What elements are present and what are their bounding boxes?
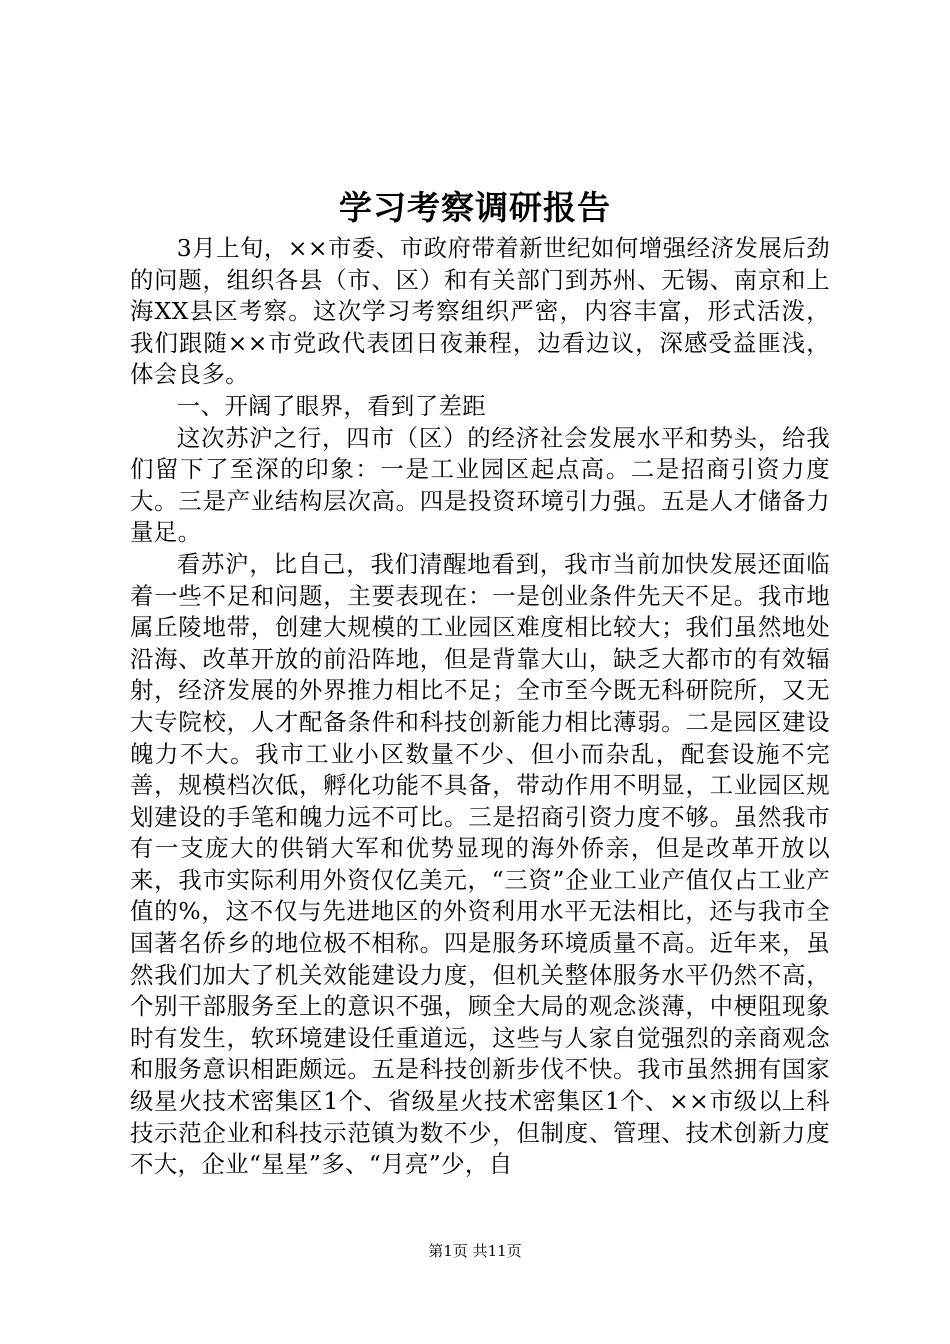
page-number-footer: 第1页 共11页 <box>428 1242 522 1260</box>
document-body <box>130 233 830 1181</box>
paragraph-shortcomings: 看苏沪，比自己，我们清醒地看到，我市当前加快发展还面临着一些不足和问题，主要表现在：一是创业条件先天不足。我市地属丘陵地带，创建大规模的工业园区难度相比较大；我们虽然地处沿海、改革开放的前沿阵地，但是背靠大山，缺乏大都市的有效辐射，经济发展的外界推力相比不足；全市至今既无科研院所，又无大专院校，人才配备条件和科技创新能力相比薄弱。二是园区建设魄力不大。我市工业小区数量不少、但小而杂乱，配套设施不完善，规模档次低，孵化功能不具备，带动作用不明显，工业园区规划建设的手笔和魄力远不可比。三是招商引资力度不够。虽然我市有一支庞大的供销大军和优势显现的海外侨亲，但是改革开放以来，我市实际利用外资仅亿美元，“三资”企业工业产值仅占工业产值的%，这不仅与先进地区的外资利用水平无法相比，还与我市全国著名侨乡的地位极不相称。四是服务环境质量不高。近年来，虽然我们加大了机关效能建设力度，但机关整体服务水平仍然不高，个别干部服务至上的意识不强，顾全大局的观念淡薄，中梗阻现象时有发生，软环境建设任重道远，这些与人家自觉强烈的亲商观念和服务意识相距颇远。五是科技创新步伐不快。我市虽然拥有国家级星火技术密集区1个、省级星火技术密集区1个、××市级以上科技示范企业和科技示范镇为数不少，但制度、管理、技术创新力度不大，企业“星星”多、“月亮”少，自 <box>130 549 830 1179</box>
document-title: 学习考察调研报告 <box>339 188 611 227</box>
paragraph-intro: 3月上旬，××市委、市政府带着新世纪如何增强经济发展后劲的问题，组织各县（市、区）和有关部门到苏州、无锡、南京和上海XX县区考察。这次学习考察组织严密，内容丰富，形式活泼，我们跟随××市党政代表团日夜兼程，边看边议，深感受益匪浅，体会良多。 <box>130 234 830 389</box>
section-heading: 一、开阔了眼界，看到了差距 <box>176 391 487 420</box>
paragraph-impressions: 这次苏沪之行，四市（区）的经济社会发展水平和势头，给我们留下了至深的印象：一是工业园区起点高。二是招商引资力度大。三是产业结构层次高。四是投资环境引力强。五是人才储备力量足。 <box>130 423 830 547</box>
